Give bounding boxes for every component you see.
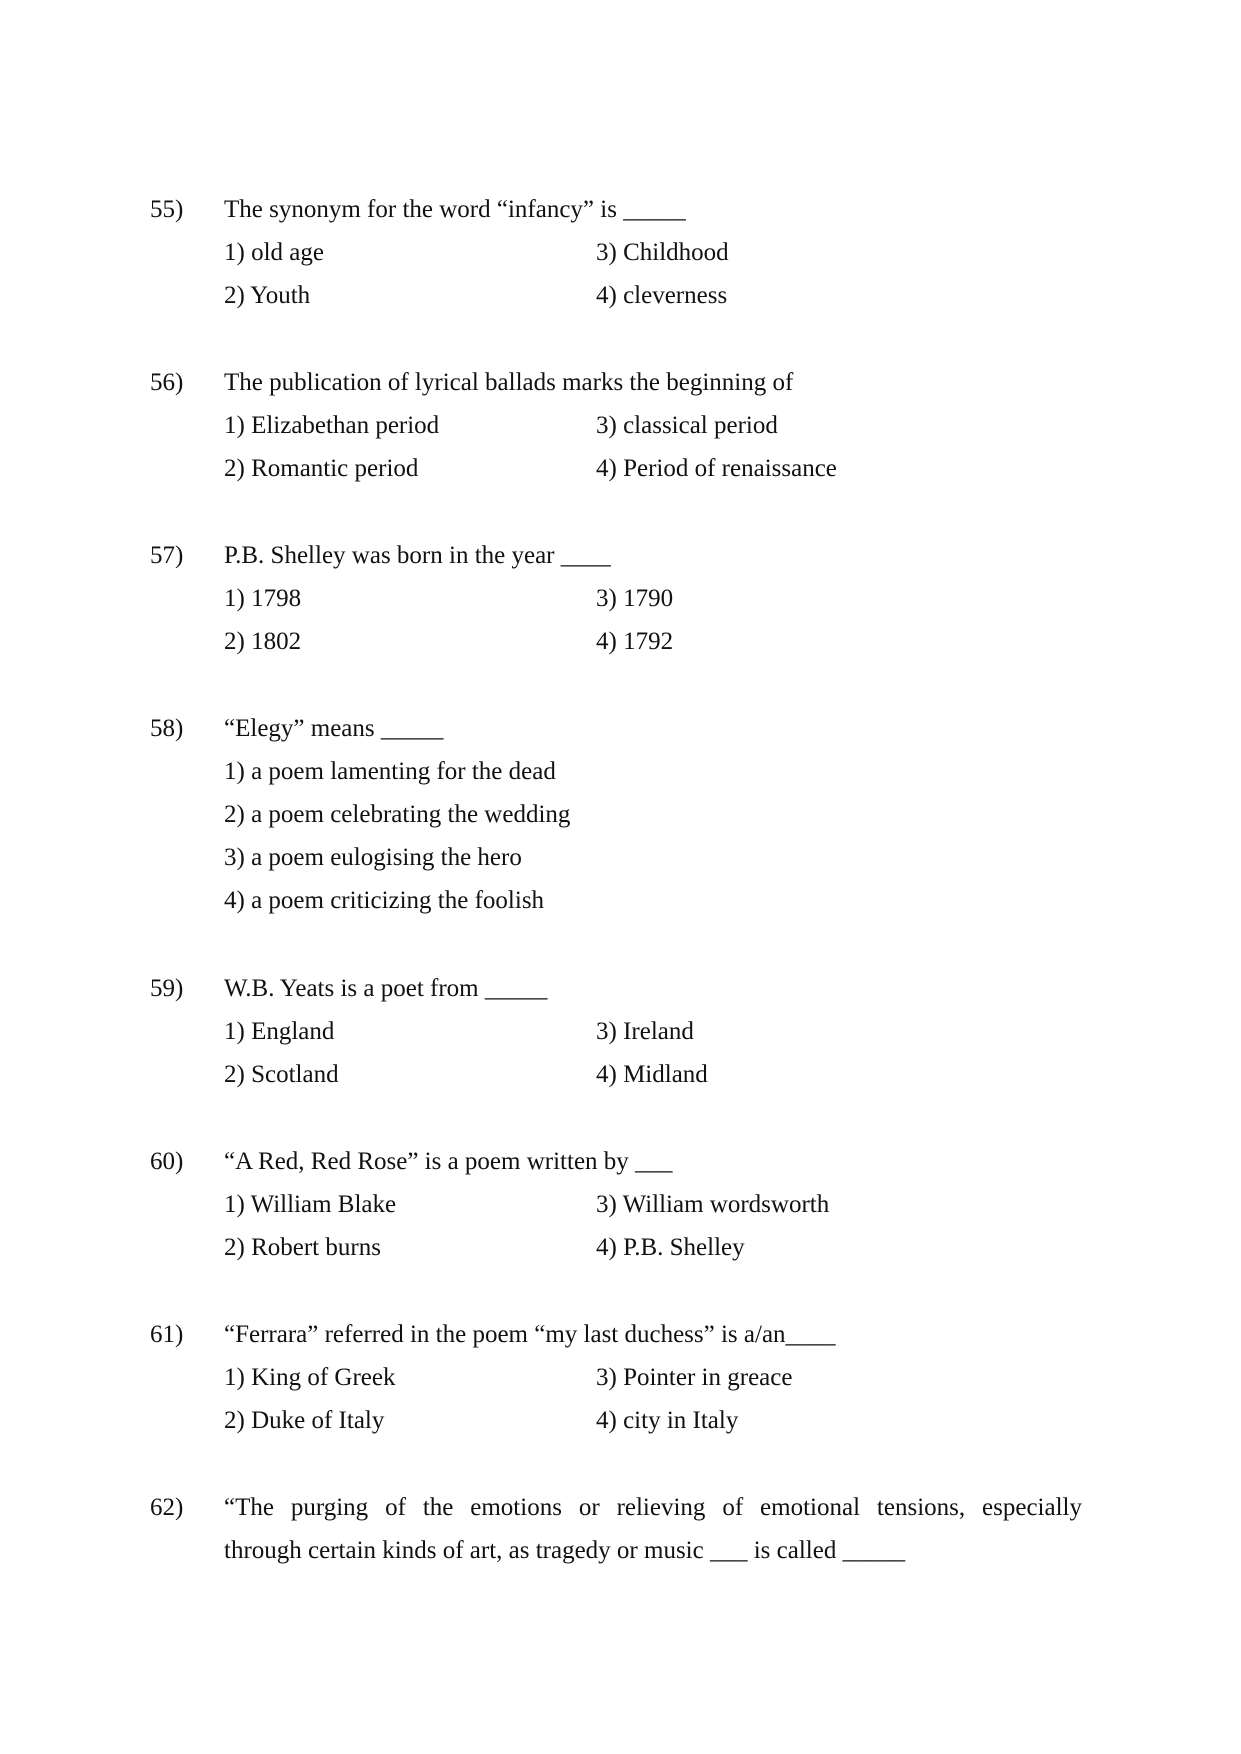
option: 4) cleverness xyxy=(596,282,728,309)
question-text: W.B. Yeats is a poet from _____ xyxy=(224,975,548,1002)
option: 2) a poem celebrating the wedding xyxy=(224,801,571,828)
question-text: “Elegy” means _____ xyxy=(224,715,444,742)
option: 1) Elizabethan period xyxy=(224,412,440,439)
option: 3) Ireland xyxy=(596,1018,694,1045)
option: 1) 1798 xyxy=(224,585,302,612)
option: 4) P.B. Shelley xyxy=(596,1234,745,1261)
question-number: 62) xyxy=(150,1494,184,1521)
option: 1) King of Greek xyxy=(224,1364,396,1391)
question-text: “The purging of the emotions or relieving of emotional tensions, especially xyxy=(224,1494,1082,1521)
option: 4) Period of renaissance xyxy=(596,455,837,482)
question-number: 55) xyxy=(150,196,184,223)
question-number: 57) xyxy=(150,542,184,569)
option: 3) William wordsworth xyxy=(596,1191,830,1218)
question-text: “Ferrara” referred in the poem “my last duchess” is a/an____ xyxy=(224,1321,836,1348)
option: 4) a poem criticizing the foolish xyxy=(224,887,545,914)
option: 4) Midland xyxy=(596,1061,708,1088)
option: 3) a poem eulogising the hero xyxy=(224,844,522,871)
question-number: 59) xyxy=(150,975,184,1002)
question-text: P.B. Shelley was born in the year ____ xyxy=(224,542,611,569)
question-text: The synonym for the word “infancy” is _____ xyxy=(224,196,686,223)
option: 2) Duke of Italy xyxy=(224,1407,385,1434)
option: 1) William Blake xyxy=(224,1191,397,1218)
option: 3) 1790 xyxy=(596,585,674,612)
question-text-continued: through certain kinds of art, as tragedy or music ___ is called _____ xyxy=(224,1537,906,1564)
option: 2) Youth xyxy=(224,282,311,309)
question-text: The publication of lyrical ballads marks the beginning of xyxy=(224,369,794,396)
question-number: 56) xyxy=(150,369,184,396)
option: 1) old age xyxy=(224,239,324,266)
question-number: 60) xyxy=(150,1148,184,1175)
option: 2) Scotland xyxy=(224,1061,339,1088)
option: 2) Romantic period xyxy=(224,455,419,482)
question-number: 61) xyxy=(150,1321,184,1348)
question-text: “A Red, Red Rose” is a poem written by ___ xyxy=(224,1148,673,1175)
option: 4) city in Italy xyxy=(596,1407,739,1434)
option: 1) England xyxy=(224,1018,335,1045)
option: 4) 1792 xyxy=(596,628,674,655)
option: 3) Pointer in greace xyxy=(596,1364,793,1391)
option: 3) Childhood xyxy=(596,239,729,266)
option: 2) Robert burns xyxy=(224,1234,381,1261)
option: 1) a poem lamenting for the dead xyxy=(224,758,556,785)
option: 3) classical period xyxy=(596,412,778,439)
option: 2) 1802 xyxy=(224,628,302,655)
question-number: 58) xyxy=(150,715,184,742)
